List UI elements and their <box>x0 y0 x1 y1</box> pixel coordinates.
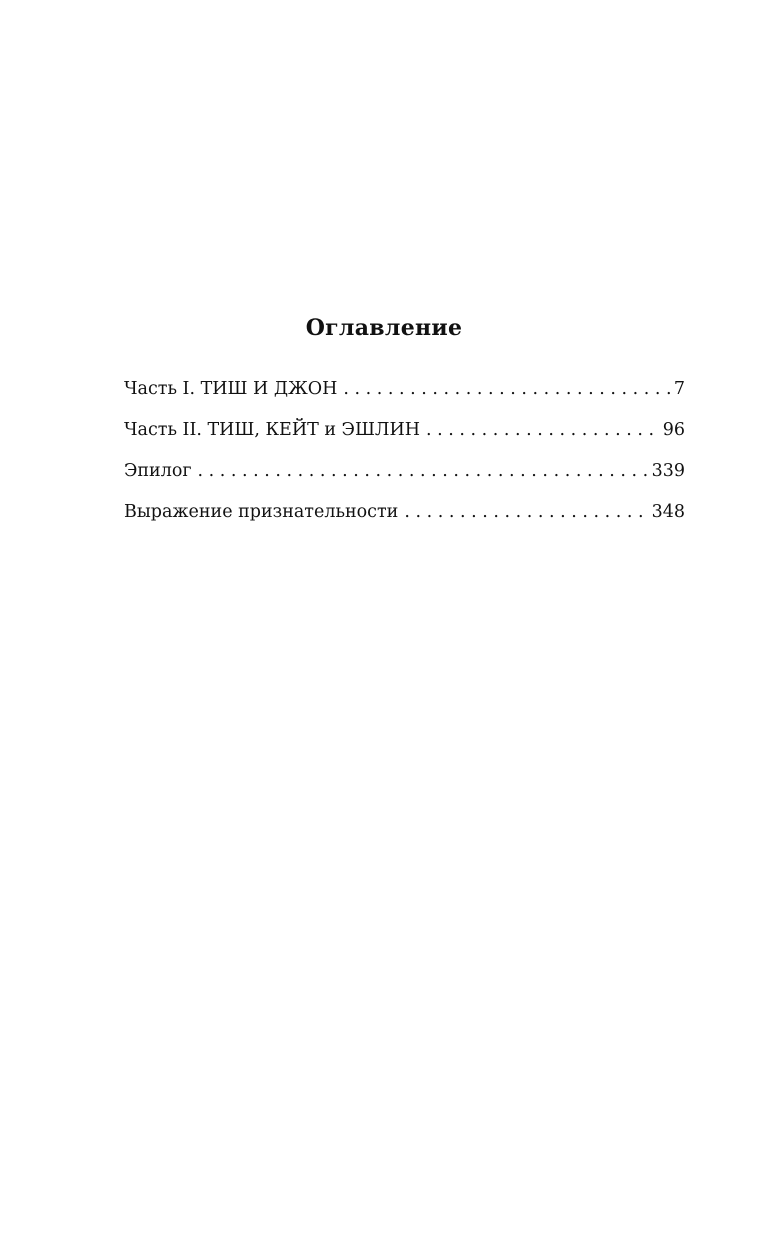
toc-page-number: 339 <box>651 461 685 481</box>
toc-entry-title: Выражение признательности <box>124 502 399 522</box>
toc-list <box>124 377 685 541</box>
toc-entry-epilogue <box>124 459 685 500</box>
toc-entry-title: Часть I. ТИШ И ДЖОН <box>124 379 338 399</box>
dot-leader <box>337 377 670 401</box>
toc-entry-part-1 <box>124 377 685 418</box>
toc-entry-acknowledgements <box>124 500 685 541</box>
dot-leader <box>192 459 648 483</box>
toc-entry-title: Эпилог <box>124 461 192 481</box>
toc-entry-part-2 <box>124 418 685 459</box>
toc-entry-title: Часть II. ТИШ, КЕЙТ и ЭШЛИН <box>124 420 421 440</box>
dot-leader <box>420 418 659 442</box>
dot-leader <box>398 500 647 524</box>
toc-page-number: 7 <box>673 379 685 399</box>
toc-heading: Оглавление <box>305 315 463 341</box>
toc-page-number: 348 <box>651 502 685 522</box>
toc-page-number: 96 <box>662 420 685 440</box>
